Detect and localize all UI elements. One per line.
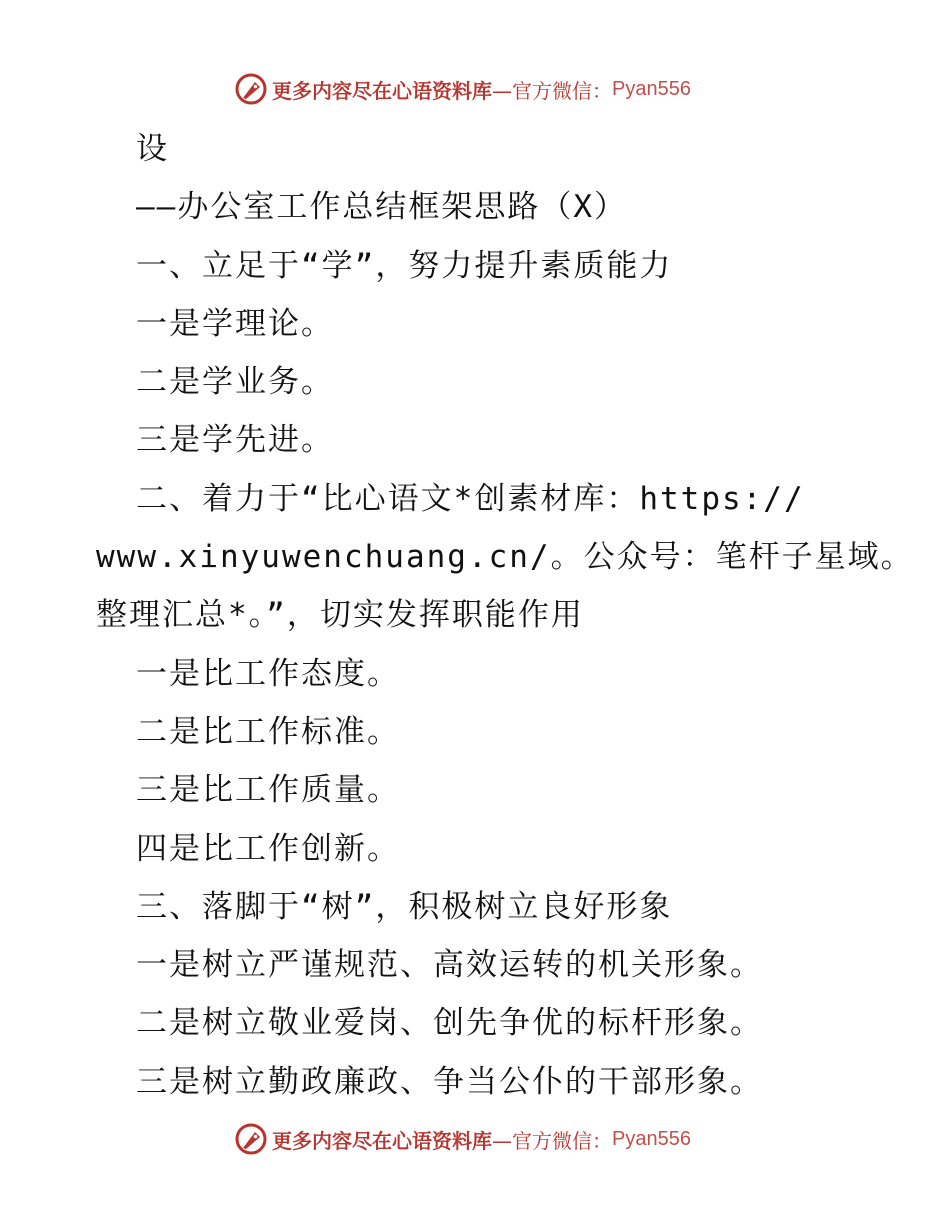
watermark-official-label: —官方微信：	[492, 1128, 612, 1153]
doc-line-continued: 整理汇总*。”，切实发挥职能作用	[96, 597, 584, 634]
watermark-brand: 更多内容尽在心语资料库	[272, 1128, 492, 1153]
doc-line: 四是比工作创新。	[136, 830, 400, 867]
doc-line: 三是学先进。	[136, 422, 334, 459]
doc-line: 设	[136, 131, 169, 167]
pen-nib-logo-icon	[234, 1122, 268, 1156]
doc-line: 二是比工作标准。	[136, 713, 400, 750]
doc-subtitle: ——办公室工作总结框架思路（X）	[136, 189, 627, 226]
doc-line: 二是树立敬业爱岗、创先争优的标杆形象。	[136, 1005, 763, 1042]
section-heading: 三、落脚于“树”，积极树立良好形象	[136, 888, 673, 925]
footer-watermark	[234, 1121, 691, 1157]
document-body	[96, 120, 914, 1111]
doc-line: 一是树立严谨规范、高效运转的机关形象。	[136, 947, 763, 984]
doc-line-continued: www.xinyuwenchuang.cn/。公众号：笔杆子星域。	[96, 539, 914, 576]
watermark-brand: 更多内容尽在心语资料库	[272, 78, 492, 103]
watermark-handle: Pyan556	[612, 1127, 691, 1150]
pen-nib-logo-icon	[234, 72, 268, 106]
watermark-official-label: —官方微信：	[492, 78, 612, 103]
doc-line: 一是比工作态度。	[136, 655, 400, 692]
watermark-handle: Pyan556	[612, 77, 691, 100]
section-heading: 一、立足于“学”，努力提升素质能力	[136, 247, 673, 284]
header-watermark	[234, 71, 691, 107]
doc-line: 二是学业务。	[136, 364, 334, 401]
doc-line: 三是比工作质量。	[136, 772, 400, 809]
section-heading: 二、着力于“比心语文*创素材库：https://	[136, 480, 805, 517]
doc-line: 一是学理论。	[136, 305, 334, 342]
doc-line: 三是树立勤政廉政、争当公仆的干部形象。	[136, 1063, 763, 1100]
